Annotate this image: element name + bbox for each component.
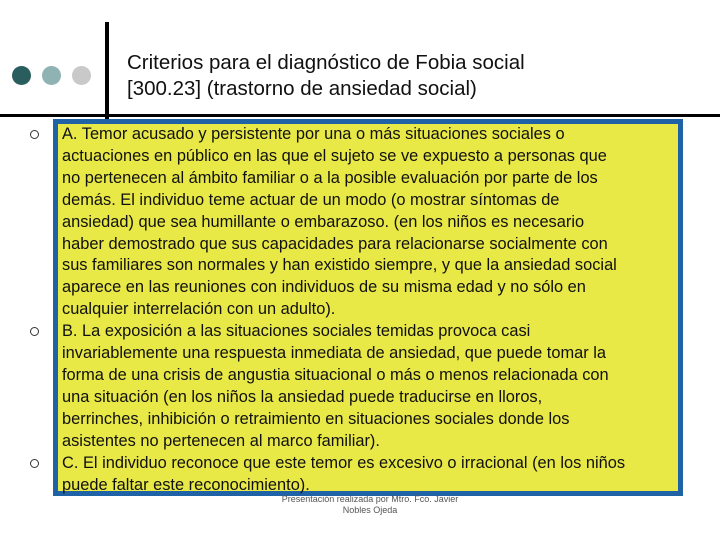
slide-title (127, 50, 687, 102)
criteria-list (30, 124, 690, 496)
criteria-item-b-text: B. La exposición a las situaciones sociales temidas provoca casi invariablemente una respuesta inmediata de ansiedad, que puede tomar la forma de una crisis de angustia situacional o más o menos relacionada con una situación (en los niños la ansiedad puede traducirse en lloros, berrinches, inhibición o retraimiento en situaciones sociales donde los asistentes no pertenecen al marco familiar). (62, 322, 609, 450)
title-vertical-rule (105, 22, 109, 120)
slide-title-line-1: Criterios para el diagnóstico de Fobia social (127, 51, 525, 74)
decorative-dot-dark (12, 66, 31, 85)
hollow-circle-bullet-icon (30, 327, 39, 336)
criteria-item-c (30, 453, 690, 497)
hollow-circle-bullet-icon (30, 459, 39, 468)
decorative-dot-light (72, 66, 91, 85)
decorative-dot-mid (42, 66, 61, 85)
criteria-item-a-text: A. Temor acusado y persistente por una o más situaciones sociales o actuaciones en público en las que el sujeto se ve expuesto a personas que no pertenecen al ámbito familiar o a la posible evaluación por parte de los demás. El individuo teme actuar de un modo (o mostrar síntomas de ansiedad) que sea humillante o embarazoso. (en los niños es necesario haber demostrado que sus capacidades para relacionarse socialmente con sus familiares son normales y han existido siempre, y que la ansiedad social aparece en las reuniones con individuos de su misma edad y no sólo en cualquier interrelación con un adulto). (62, 125, 617, 319)
criteria-item-c-text: C. El individuo reconoce que este temor es excesivo o irracional (en los niños puede faltar este reconocimiento). (62, 453, 626, 494)
hollow-circle-bullet-icon (30, 130, 39, 139)
title-horizontal-rule (0, 114, 720, 117)
criteria-item-b (30, 321, 690, 452)
slide-title-line-2: [300.23] (trastorno de ansiedad social) (127, 77, 477, 100)
criteria-item-a (30, 124, 690, 321)
presenter-credit-footer: Presentación realizada por Mtro. Fco. Javier Nobles Ojeda (281, 494, 459, 515)
